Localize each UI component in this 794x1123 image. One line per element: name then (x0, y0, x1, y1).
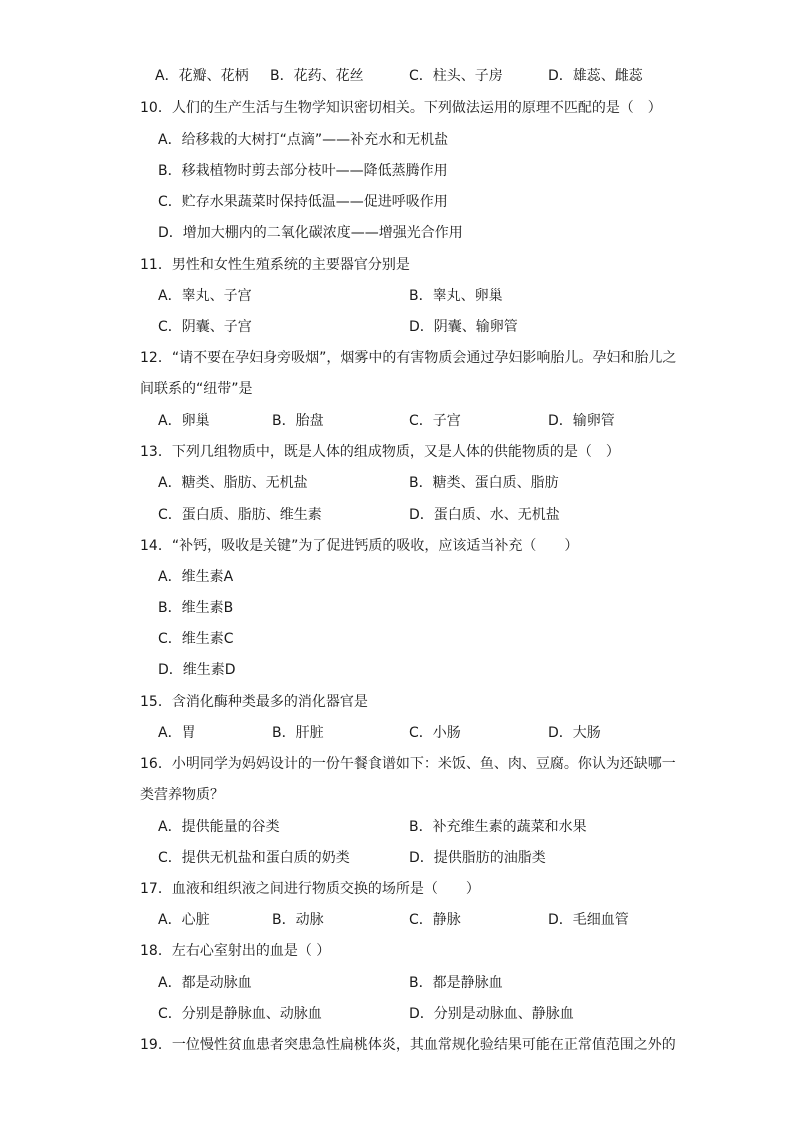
q12-option-a[interactable]: A．卵巢 (158, 413, 210, 429)
q18-option-d[interactable]: D．分别是动脉血、静脉血 (409, 1006, 574, 1022)
q15-option-a[interactable]: A．胃 (158, 725, 196, 741)
q12-stem-line1: 12．“请不要在孕妇身旁吸烟”，烟雾中的有害物质会通过孕妇影响胎儿。孕妇和胎儿之 (140, 350, 677, 366)
q18-option-b[interactable]: B．都是静脉血 (409, 975, 503, 991)
q9-option-b[interactable]: B．花药、花丝 (270, 68, 364, 84)
q10-option-b[interactable]: B．移栽植物时剪去部分枝叶——降低蒸腾作用 (158, 163, 448, 179)
q9-option-a[interactable]: A．花瓣、花柄 (155, 68, 249, 84)
q16-stem-line1: 16．小明同学为妈妈设计的一份午餐食谱如下：米饭、鱼、肉、豆腐。你认为还缺哪一 (140, 756, 676, 772)
q17-option-d[interactable]: D．毛细血管 (548, 912, 629, 928)
q12-option-d[interactable]: D．输卵管 (548, 413, 615, 429)
q15-option-c[interactable]: C．小肠 (409, 725, 461, 741)
q12-stem-line2: 间联系的“纽带”是 (140, 381, 253, 397)
q14-option-c[interactable]: C．维生素C (158, 631, 234, 647)
q17-stem: 17．血液和组织液之间进行物质交换的场所是（ ） (140, 881, 480, 897)
q17-option-b[interactable]: B．动脉 (272, 912, 324, 928)
q11-option-b[interactable]: B．睾丸、卵巢 (409, 288, 503, 304)
q13-option-b[interactable]: B．糖类、蛋白质、脂肪 (409, 475, 559, 491)
q14-option-a[interactable]: A．维生素A (158, 569, 234, 585)
q19-stem-line1: 19．一位慢性贫血患者突患急性扁桃体炎，其血常规化验结果可能在正常值范围之外的 (140, 1037, 676, 1053)
q10-option-c[interactable]: C．贮存水果蔬菜时保持低温——促进呼吸作用 (158, 194, 448, 210)
q18-stem: 18．左右心室射出的血是（ ） (140, 943, 331, 959)
q18-option-a[interactable]: A．都是动脉血 (158, 975, 252, 991)
q12-option-c[interactable]: C．子宫 (409, 413, 461, 429)
q15-option-d[interactable]: D．大肠 (548, 725, 601, 741)
q16-option-a[interactable]: A．提供能量的谷类 (158, 819, 280, 835)
q13-stem: 13．下列几组物质中，既是人体的组成物质，又是人体的供能物质的是（ ） (140, 444, 620, 460)
q13-option-c[interactable]: C．蛋白质、脂肪、维生素 (158, 507, 322, 523)
q10-option-d[interactable]: D．增加大棚内的二氧化碳浓度——增强光合作用 (158, 225, 463, 241)
q9-option-c[interactable]: C．柱头、子房 (409, 68, 503, 84)
q15-stem: 15．含消化酶种类最多的消化器官是 (140, 694, 368, 710)
q17-option-c[interactable]: C．静脉 (409, 912, 461, 928)
q10-option-a[interactable]: A．给移栽的大树打“点滴”——补充水和无机盐 (158, 132, 449, 148)
q11-option-a[interactable]: A．睾丸、子宫 (158, 288, 252, 304)
q16-option-c[interactable]: C．提供无机盐和蛋白质的奶类 (158, 850, 350, 866)
q16-option-b[interactable]: B．补充维生素的蔬菜和水果 (409, 819, 587, 835)
q13-option-a[interactable]: A．糖类、脂肪、无机盐 (158, 475, 308, 491)
q9-option-d[interactable]: D．雄蕊、雌蕊 (548, 68, 643, 84)
q16-stem-line2: 类营养物质？ (140, 787, 224, 803)
q18-option-c[interactable]: C．分别是静脉血、动脉血 (158, 1006, 322, 1022)
q14-stem: 14．“补钙，吸收是关键”为了促进钙质的吸收，应该适当补充（ ） (140, 538, 579, 554)
q13-option-d[interactable]: D．蛋白质、水、无机盐 (409, 507, 560, 523)
q12-option-b[interactable]: B．胎盘 (272, 413, 324, 429)
q14-option-b[interactable]: B．维生素B (158, 600, 234, 616)
q11-stem: 11．男性和女性生殖系统的主要器官分别是 (140, 257, 410, 273)
q11-option-c[interactable]: C．阴囊、子宫 (158, 319, 252, 335)
q17-option-a[interactable]: A．心脏 (158, 912, 210, 928)
q14-option-d[interactable]: D．维生素D (158, 662, 236, 678)
q15-option-b[interactable]: B．肝脏 (272, 725, 324, 741)
q11-option-d[interactable]: D．阴囊、输卵管 (409, 319, 518, 335)
q16-option-d[interactable]: D．提供脂肪的油脂类 (409, 850, 546, 866)
q10-stem: 10．人们的生产生活与生物学知识密切相关。下列做法运用的原理不匹配的是（ ） (140, 100, 662, 116)
